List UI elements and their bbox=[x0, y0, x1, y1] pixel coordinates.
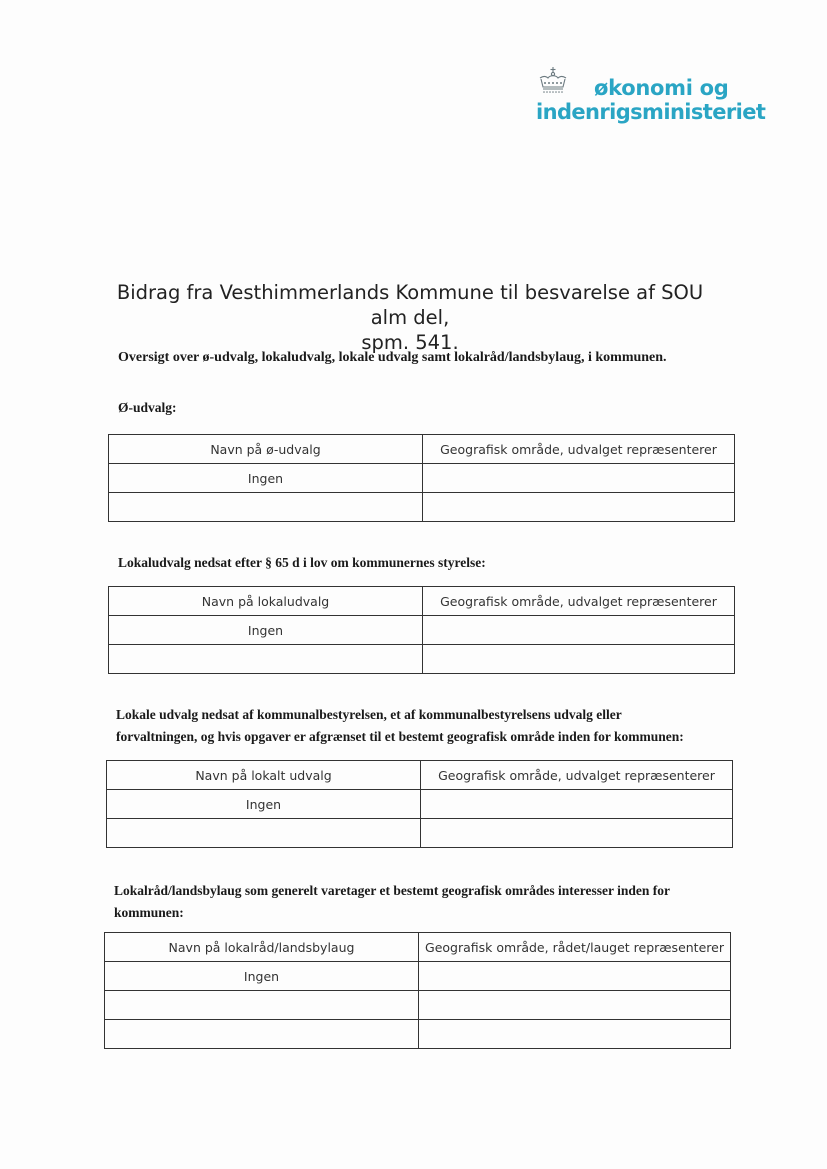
column-header-name: Navn på lokalråd/landsbylaug bbox=[105, 933, 419, 962]
crown-icon bbox=[536, 66, 570, 94]
table-row bbox=[107, 819, 733, 848]
table-cell bbox=[419, 991, 731, 1020]
ministry-logo bbox=[536, 66, 766, 128]
table-cell: Ingen bbox=[105, 962, 419, 991]
logo-text-line2: indenrigsministeriet bbox=[536, 100, 766, 124]
column-header-name: Navn på lokalt udvalg bbox=[107, 761, 421, 790]
table-header-row bbox=[105, 933, 731, 962]
table-cell bbox=[421, 819, 733, 848]
column-header-area: Geografisk område, udvalget repræsenterer bbox=[421, 761, 733, 790]
table-cell bbox=[109, 645, 423, 674]
column-header-area: Geografisk område, udvalget repræsenterer bbox=[423, 435, 735, 464]
table-cell: Ingen bbox=[107, 790, 421, 819]
table-cell bbox=[423, 616, 735, 645]
table-cell bbox=[109, 493, 423, 522]
table-cell: Ingen bbox=[109, 616, 423, 645]
table-row bbox=[109, 616, 735, 645]
column-header-area: Geografisk område, rådet/lauget repræsenterer bbox=[419, 933, 731, 962]
table-cell bbox=[423, 645, 735, 674]
section-label-lokaludvalg: Lokaludvalg nedsat efter § 65 d i lov om kommunernes styrelse: bbox=[118, 555, 486, 570]
table-cell bbox=[423, 493, 735, 522]
table-header-row bbox=[109, 435, 735, 464]
table-oe-udvalg bbox=[108, 434, 735, 522]
section-label-oe-udvalg: Ø-udvalg: bbox=[118, 400, 177, 415]
table-lokalraad bbox=[104, 932, 731, 1049]
section-label-line1: Lokalråd/landsbylaug som generelt varetager et bestemt geografisk områdes interesser inden for bbox=[114, 883, 670, 898]
table-cell bbox=[421, 790, 733, 819]
logo-text-line1: økonomi og bbox=[594, 76, 729, 100]
table-row bbox=[107, 790, 733, 819]
section-label-lokale-udvalg bbox=[116, 704, 684, 748]
table-row bbox=[105, 962, 731, 991]
section-label-line1: Lokale udvalg nedsat af kommunalbestyrelsen, et af kommunalbestyrelsens udvalg eller bbox=[116, 707, 622, 722]
title-line2: spm. 541. bbox=[361, 331, 459, 354]
table-cell bbox=[419, 1020, 731, 1049]
table-header-row bbox=[107, 761, 733, 790]
table-cell bbox=[423, 464, 735, 493]
table-row bbox=[109, 493, 735, 522]
table-row bbox=[109, 464, 735, 493]
table-row bbox=[105, 1020, 731, 1049]
table-cell bbox=[105, 991, 419, 1020]
overview-heading: Oversigt over ø-udvalg, lokaludvalg, lokale udvalg samt lokalråd/landsbylaug, i kommunen. bbox=[118, 350, 667, 365]
table-cell bbox=[105, 1020, 419, 1049]
section-label-line2: kommunen: bbox=[114, 905, 184, 920]
table-row bbox=[109, 645, 735, 674]
table-header-row bbox=[109, 587, 735, 616]
section-label-lokalraad bbox=[114, 880, 670, 924]
table-row bbox=[105, 991, 731, 1020]
table-cell bbox=[419, 962, 731, 991]
column-header-area: Geografisk område, udvalget repræsenterer bbox=[423, 587, 735, 616]
title-line1: Bidrag fra Vesthimmerlands Kommune til besvarelse af SOU alm del, bbox=[116, 281, 704, 329]
document-title bbox=[100, 280, 720, 355]
table-cell bbox=[107, 819, 421, 848]
column-header-name: Navn på ø-udvalg bbox=[109, 435, 423, 464]
column-header-name: Navn på lokaludvalg bbox=[109, 587, 423, 616]
table-lokale-udvalg bbox=[106, 760, 733, 848]
section-label-line2: forvaltningen, og hvis opgaver er afgrænset til et bestemt geografisk område inden for kommunen: bbox=[116, 729, 684, 744]
table-lokaludvalg bbox=[108, 586, 735, 674]
table-cell: Ingen bbox=[109, 464, 423, 493]
